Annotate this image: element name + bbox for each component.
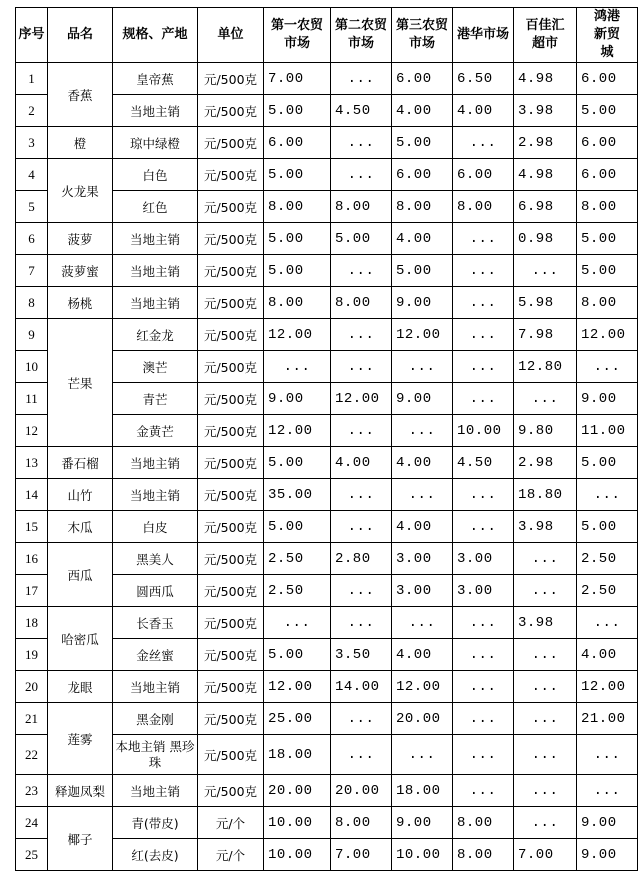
price-cell: ...: [331, 159, 392, 191]
table-row: [16, 63, 638, 95]
product-spec: 当地主销: [113, 775, 198, 807]
product-unit: 元/500克: [198, 511, 264, 543]
price-cell: 12.00: [577, 319, 638, 351]
product-unit: 元/500克: [198, 255, 264, 287]
product-unit: 元/500克: [198, 607, 264, 639]
table-row: [16, 543, 638, 575]
product-spec: 红金龙: [113, 319, 198, 351]
product-unit: 元/500克: [198, 319, 264, 351]
price-cell: 5.00: [577, 447, 638, 479]
price-cell: ...: [453, 287, 514, 319]
price-cell: 11.00: [577, 415, 638, 447]
product-spec: 长香玉: [113, 607, 198, 639]
price-cell: 5.00: [392, 255, 453, 287]
price-cell: 35.00: [264, 479, 331, 511]
product-unit: 元/500克: [198, 159, 264, 191]
product-spec: 金丝蜜: [113, 639, 198, 671]
product-unit: 元/500克: [198, 223, 264, 255]
row-number: 24: [16, 807, 48, 839]
table-row: [16, 607, 638, 639]
table-row: [16, 671, 638, 703]
table-row: [16, 319, 638, 351]
price-cell: ...: [331, 607, 392, 639]
product-unit: 元/500克: [198, 479, 264, 511]
row-number: 12: [16, 415, 48, 447]
row-number: 17: [16, 575, 48, 607]
price-cell: 2.50: [264, 575, 331, 607]
price-cell: 10.00: [392, 839, 453, 871]
price-cell: 3.00: [453, 575, 514, 607]
product-name: 杨桃: [48, 287, 113, 319]
price-cell: 12.00: [331, 383, 392, 415]
price-cell: ...: [331, 479, 392, 511]
product-name: 木瓜: [48, 511, 113, 543]
product-spec: 皇帝蕉: [113, 63, 198, 95]
product-spec: 黑金刚: [113, 703, 198, 735]
product-unit: 元/500克: [198, 191, 264, 223]
price-cell: ...: [331, 511, 392, 543]
price-cell: 6.00: [577, 159, 638, 191]
table-row: [16, 447, 638, 479]
price-cell: ...: [453, 319, 514, 351]
row-number: 11: [16, 383, 48, 415]
product-spec: 白皮: [113, 511, 198, 543]
price-cell: 6.00: [577, 63, 638, 95]
header-market-6: 鸿港新贸城: [577, 8, 638, 63]
table-row: [16, 775, 638, 807]
product-spec: 白色: [113, 159, 198, 191]
price-cell: ...: [453, 351, 514, 383]
price-cell: ...: [453, 671, 514, 703]
price-cell: 9.00: [392, 807, 453, 839]
product-spec: 当地主销: [113, 447, 198, 479]
price-cell: 12.00: [264, 415, 331, 447]
row-number: 4: [16, 159, 48, 191]
row-number: 20: [16, 671, 48, 703]
table-row: [16, 255, 638, 287]
price-cell: ...: [392, 351, 453, 383]
price-cell: 7.98: [514, 319, 577, 351]
price-cell: 6.98: [514, 191, 577, 223]
product-unit: 元/500克: [198, 287, 264, 319]
price-cell: 6.00: [264, 127, 331, 159]
row-number: 8: [16, 287, 48, 319]
table-row: [16, 703, 638, 735]
price-cell: 5.00: [264, 639, 331, 671]
product-spec: 金黄芒: [113, 415, 198, 447]
price-cell: 12.00: [392, 671, 453, 703]
product-unit: 元/500克: [198, 351, 264, 383]
product-spec: 圆西瓜: [113, 575, 198, 607]
price-cell: 4.00: [392, 95, 453, 127]
price-cell: 6.50: [453, 63, 514, 95]
product-unit: 元/500克: [198, 447, 264, 479]
product-spec: 琼中绿橙: [113, 127, 198, 159]
row-number: 3: [16, 127, 48, 159]
price-cell: 5.00: [392, 127, 453, 159]
table-row: [16, 287, 638, 319]
price-cell: ...: [453, 127, 514, 159]
product-unit: 元/500克: [198, 95, 264, 127]
row-number: 22: [16, 735, 48, 775]
price-cell: 20.00: [331, 775, 392, 807]
header-market-3: 第三农贸市场: [392, 8, 453, 63]
price-cell: ...: [392, 415, 453, 447]
price-cell: 7.00: [264, 63, 331, 95]
price-cell: ...: [453, 383, 514, 415]
price-cell: 8.00: [331, 191, 392, 223]
product-spec: 本地主销 黑珍珠: [113, 735, 198, 775]
table-row: [16, 511, 638, 543]
price-cell: 8.00: [331, 807, 392, 839]
price-cell: 12.00: [264, 319, 331, 351]
price-cell: 4.00: [392, 639, 453, 671]
price-cell: ...: [453, 479, 514, 511]
header-market-5: 百佳汇超市: [514, 8, 577, 63]
header-spec: 规格、产地: [113, 8, 198, 63]
price-cell: 12.00: [264, 671, 331, 703]
product-name: 山竹: [48, 479, 113, 511]
price-cell: ...: [331, 735, 392, 775]
price-cell: ...: [514, 543, 577, 575]
price-cell: 9.00: [577, 839, 638, 871]
product-spec: 青芒: [113, 383, 198, 415]
product-name: 香蕉: [48, 63, 113, 127]
product-unit: 元/500克: [198, 63, 264, 95]
price-cell: ...: [453, 703, 514, 735]
product-spec: 当地主销: [113, 223, 198, 255]
price-cell: 2.80: [331, 543, 392, 575]
row-number: 25: [16, 839, 48, 871]
row-number: 5: [16, 191, 48, 223]
price-cell: 5.00: [577, 255, 638, 287]
product-name: 番石榴: [48, 447, 113, 479]
table-row: [16, 159, 638, 191]
row-number: 14: [16, 479, 48, 511]
price-cell: 3.00: [392, 575, 453, 607]
price-cell: ...: [331, 415, 392, 447]
price-cell: 5.00: [264, 223, 331, 255]
price-cell: 4.00: [392, 447, 453, 479]
product-spec: 澳芒: [113, 351, 198, 383]
price-cell: ...: [453, 255, 514, 287]
price-cell: ...: [577, 775, 638, 807]
row-number: 2: [16, 95, 48, 127]
product-name: 橙: [48, 127, 113, 159]
price-cell: 10.00: [264, 807, 331, 839]
price-cell: 25.00: [264, 703, 331, 735]
price-cell: 0.98: [514, 223, 577, 255]
price-cell: 5.00: [331, 223, 392, 255]
product-name: 西瓜: [48, 543, 113, 607]
price-cell: ...: [264, 351, 331, 383]
price-cell: ...: [514, 639, 577, 671]
header-unit: 单位: [198, 8, 264, 63]
price-cell: 5.00: [264, 447, 331, 479]
product-spec: 红色: [113, 191, 198, 223]
product-name: 菠萝蜜: [48, 255, 113, 287]
price-cell: ...: [392, 735, 453, 775]
table-body: [16, 63, 638, 871]
product-unit: 元/500克: [198, 543, 264, 575]
price-cell: 2.50: [577, 543, 638, 575]
price-cell: 18.80: [514, 479, 577, 511]
price-cell: 18.00: [392, 775, 453, 807]
price-cell: 7.00: [514, 839, 577, 871]
product-name: 芒果: [48, 319, 113, 447]
product-spec: 黑美人: [113, 543, 198, 575]
price-cell: 3.98: [514, 607, 577, 639]
header-name: 品名: [48, 8, 113, 63]
row-number: 18: [16, 607, 48, 639]
price-cell: 20.00: [264, 775, 331, 807]
price-cell: ...: [453, 639, 514, 671]
table-row: [16, 127, 638, 159]
product-unit: 元/500克: [198, 127, 264, 159]
price-cell: 5.98: [514, 287, 577, 319]
price-cell: 12.00: [577, 671, 638, 703]
price-cell: 21.00: [577, 703, 638, 735]
price-cell: ...: [577, 735, 638, 775]
product-name: 椰子: [48, 807, 113, 871]
product-unit: 元/500克: [198, 575, 264, 607]
price-cell: 18.00: [264, 735, 331, 775]
product-unit: 元/500克: [198, 775, 264, 807]
price-cell: 4.00: [392, 511, 453, 543]
price-cell: 14.00: [331, 671, 392, 703]
row-number: 7: [16, 255, 48, 287]
price-cell: 9.00: [577, 383, 638, 415]
product-name: 龙眼: [48, 671, 113, 703]
price-cell: 5.00: [264, 511, 331, 543]
product-unit: 元/个: [198, 839, 264, 871]
row-number: 19: [16, 639, 48, 671]
price-cell: ...: [331, 319, 392, 351]
price-cell: 8.00: [453, 191, 514, 223]
product-name: 火龙果: [48, 159, 113, 223]
price-cell: ...: [453, 511, 514, 543]
price-cell: ...: [331, 351, 392, 383]
price-cell: 8.00: [453, 807, 514, 839]
product-unit: 元/500克: [198, 703, 264, 735]
price-cell: 4.00: [577, 639, 638, 671]
price-cell: 5.00: [577, 223, 638, 255]
product-spec: 当地主销: [113, 287, 198, 319]
price-cell: ...: [392, 607, 453, 639]
row-number: 21: [16, 703, 48, 735]
price-cell: ...: [577, 479, 638, 511]
product-unit: 元/500克: [198, 735, 264, 775]
product-name: 释迦凤梨: [48, 775, 113, 807]
product-spec: 青(带皮): [113, 807, 198, 839]
price-cell: 8.00: [453, 839, 514, 871]
price-cell: 8.00: [392, 191, 453, 223]
price-cell: ...: [514, 775, 577, 807]
product-unit: 元/500克: [198, 671, 264, 703]
price-cell: 6.00: [577, 127, 638, 159]
price-cell: ...: [331, 127, 392, 159]
product-spec: 当地主销: [113, 479, 198, 511]
price-cell: 10.00: [453, 415, 514, 447]
product-unit: 元/500克: [198, 639, 264, 671]
row-number: 9: [16, 319, 48, 351]
product-unit: 元/500克: [198, 415, 264, 447]
header-no: 序号: [16, 8, 48, 63]
price-cell: 5.00: [577, 95, 638, 127]
product-unit: 元/500克: [198, 383, 264, 415]
price-cell: 7.00: [331, 839, 392, 871]
price-cell: ...: [264, 607, 331, 639]
price-cell: 9.00: [392, 383, 453, 415]
product-spec: 当地主销: [113, 95, 198, 127]
price-cell: 8.00: [577, 287, 638, 319]
price-cell: ...: [514, 671, 577, 703]
price-cell: 5.00: [577, 511, 638, 543]
price-cell: ...: [514, 383, 577, 415]
price-cell: ...: [514, 703, 577, 735]
price-cell: 4.98: [514, 159, 577, 191]
table-row: [16, 479, 638, 511]
row-number: 6: [16, 223, 48, 255]
price-cell: ...: [453, 223, 514, 255]
product-name: 菠萝: [48, 223, 113, 255]
row-number: 23: [16, 775, 48, 807]
row-number: 13: [16, 447, 48, 479]
price-cell: 3.00: [453, 543, 514, 575]
price-cell: 2.50: [577, 575, 638, 607]
header-row: [16, 8, 638, 63]
price-cell: 3.00: [392, 543, 453, 575]
row-number: 15: [16, 511, 48, 543]
price-cell: ...: [331, 575, 392, 607]
product-name: 莲雾: [48, 703, 113, 775]
price-cell: ...: [331, 63, 392, 95]
price-cell: ...: [577, 351, 638, 383]
header-market-2: 第二农贸市场: [331, 8, 392, 63]
price-cell: 9.80: [514, 415, 577, 447]
price-cell: ...: [392, 479, 453, 511]
price-cell: 12.00: [392, 319, 453, 351]
price-cell: 8.00: [264, 287, 331, 319]
price-cell: 4.00: [453, 95, 514, 127]
price-cell: 2.50: [264, 543, 331, 575]
price-cell: 4.98: [514, 63, 577, 95]
price-cell: 3.98: [514, 511, 577, 543]
price-cell: 8.00: [577, 191, 638, 223]
price-cell: 20.00: [392, 703, 453, 735]
table-row: [16, 223, 638, 255]
fruit-price-table: [15, 7, 638, 871]
price-cell: 9.00: [392, 287, 453, 319]
row-number: 10: [16, 351, 48, 383]
price-cell: 5.00: [264, 159, 331, 191]
price-cell: 3.98: [514, 95, 577, 127]
price-cell: ...: [514, 575, 577, 607]
price-cell: ...: [514, 735, 577, 775]
price-cell: 6.00: [453, 159, 514, 191]
price-cell: 9.00: [577, 807, 638, 839]
price-cell: 3.50: [331, 639, 392, 671]
product-spec: 当地主销: [113, 671, 198, 703]
price-cell: 2.98: [514, 127, 577, 159]
price-cell: 10.00: [264, 839, 331, 871]
price-cell: ...: [331, 703, 392, 735]
row-number: 1: [16, 63, 48, 95]
price-cell: ...: [453, 775, 514, 807]
product-spec: 当地主销: [113, 255, 198, 287]
price-cell: 2.98: [514, 447, 577, 479]
price-cell: 5.00: [264, 255, 331, 287]
table-row: [16, 807, 638, 839]
price-cell: 4.00: [392, 223, 453, 255]
product-unit: 元/个: [198, 807, 264, 839]
price-cell: ...: [514, 255, 577, 287]
price-cell: 4.50: [331, 95, 392, 127]
price-cell: ...: [577, 607, 638, 639]
price-cell: 4.50: [453, 447, 514, 479]
price-cell: ...: [453, 735, 514, 775]
row-number: 16: [16, 543, 48, 575]
product-spec: 红(去皮): [113, 839, 198, 871]
price-cell: 8.00: [331, 287, 392, 319]
price-cell: ...: [331, 255, 392, 287]
price-cell: 5.00: [264, 95, 331, 127]
price-cell: 12.80: [514, 351, 577, 383]
header-market-4: 港华市场: [453, 8, 514, 63]
product-name: 哈密瓜: [48, 607, 113, 671]
header-market-1: 第一农贸市场: [264, 8, 331, 63]
price-cell: ...: [514, 807, 577, 839]
price-cell: 9.00: [264, 383, 331, 415]
price-cell: 8.00: [264, 191, 331, 223]
price-cell: 6.00: [392, 63, 453, 95]
price-cell: 4.00: [331, 447, 392, 479]
price-cell: ...: [453, 607, 514, 639]
price-cell: 6.00: [392, 159, 453, 191]
